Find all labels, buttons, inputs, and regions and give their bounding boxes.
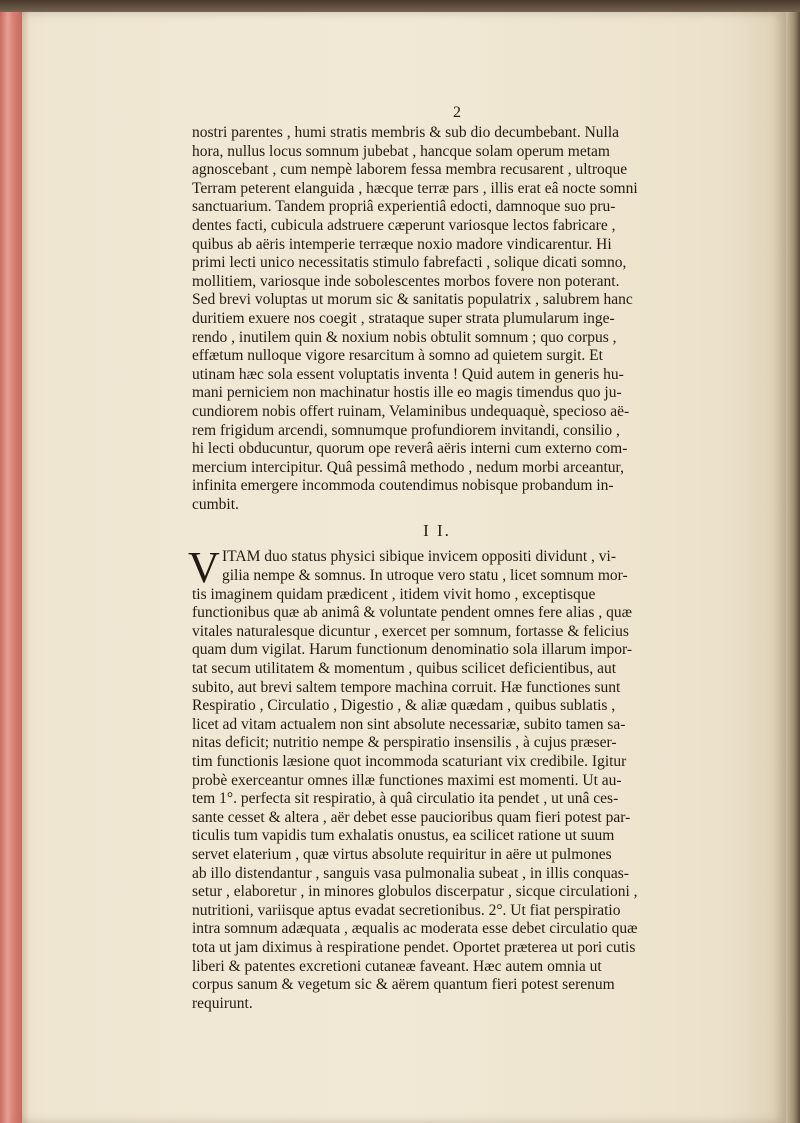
text-line: tat secum utilitatem & momentum , quibus scilicet deficientibus, aut <box>192 660 617 678</box>
text-line: cumbit. <box>192 495 239 513</box>
text-line: licet ad vitam actualem non sint absolute necessariæ, subito tamen sa- <box>192 715 626 733</box>
text-line: functionibus quæ ab animâ & voluntate pendent omnes fere alias , quæ <box>192 604 632 622</box>
text-line: requirunt. <box>192 994 253 1012</box>
text-line: rendo , inutilem quin & noxium nobis obtulit somnum ; quo corpus , <box>192 328 617 346</box>
text-line: sante cesset & altera , aër debet esse paucioribus quam fieri potest par- <box>192 808 631 826</box>
text-line: mollitiem, variosque inde sobolescentes morbos fovere non poterant. <box>192 272 620 290</box>
text-line: gilia nempe & somnus. In utroque vero statu , licet somnum mor- <box>222 567 628 585</box>
text-line: mercium intercipitur. Quâ pessimâ methodo , nedum morbi arceantur, <box>192 458 624 476</box>
text-line: tis imaginem quidam prædicent , itidem vivit homo , exceptisque <box>192 585 596 603</box>
text-line: servet elaterium , quæ virtus absolute requiritur in aëre ut pulmones <box>192 845 612 863</box>
text-line: infinita emergere incommoda coutendimus nobisque probandum in- <box>192 477 614 495</box>
text-line: cundiorem nobis offert ruinam, Velaminibus undequaquè, specioso aë- <box>192 402 630 420</box>
text-line: intra somnum adæquata , æqualis ac moderata esse debet circulatio quæ <box>192 920 638 938</box>
text-line: ITAM duo status physici sibique invicem oppositi dividunt , vi- <box>222 548 616 566</box>
text-line: nostri parentes , humi stratis membris & sub dio decumbebant. Nulla <box>192 124 620 141</box>
book-spine-edge <box>0 12 22 1123</box>
text-line: subito, aut brevi saltem tempore machina corruit. Hæ functiones sunt <box>192 678 621 696</box>
text-line: duritiem exuere nos coegit , strataque super strata plumularum inge- <box>192 309 615 327</box>
text-line: quam dum vigilat. Harum functionum denominatio sola illarum impor- <box>192 641 633 659</box>
text-line: nitas deficit; nutritio nempe & perspiratio insensilis , à cujus præser- <box>192 734 617 752</box>
text-line: vitales naturalesque dicuntur , exercet per somnum, fortasse & felicius <box>192 622 629 640</box>
text-line: rem frigidum arcendi, somnumque profundiorem invitandi, consilio , <box>192 421 620 439</box>
text-line: liberi & patentes excretioni cutaneæ faveant. Hæc autem omnia ut <box>192 957 602 975</box>
book-right-edge <box>786 12 800 1123</box>
text-line: ticulis tum vapidis tum exhalatis onustus, ea scilicet ratione ut suum <box>192 827 615 845</box>
text-line: setur , elaboretur , in minores globulos discerpatur , sicque circulationi , <box>192 883 638 901</box>
text-line: hi lecti obducuntur, quorum ope reverâ aëris interni cum externo com- <box>192 440 628 458</box>
text-line: tim functionis læsione quot incommoda scaturiant vix credibile. Igitur <box>192 753 627 770</box>
text-line: primi lecti unico necessitatis stimulo fabrefacti , solique dicati somno, <box>192 254 627 272</box>
text-line: hora, nullus locus somnum jubebat , hancque solam operum metam <box>192 142 610 160</box>
page-number: 2 <box>453 104 461 121</box>
section-heading: I I. <box>423 521 451 541</box>
text-line: sanctuarium. Tandem propriâ experientiâ edocti, damnoque suo pru- <box>192 198 616 216</box>
text-line: ab illo distendantur , sanguis vasa pulmonalia subeat , in illis conquas- <box>192 864 629 882</box>
text-line: quibus ab aëris intemperie terræque noxio madore vindicarentur. Hi <box>192 235 612 253</box>
text-line: Terram peterent elanguida , hæcque terræ pars , illis erat eâ nocte somni <box>192 179 638 197</box>
text-line: agnoscebant , cum nempè laborem fessa membra recusarent , ultroque <box>192 161 628 179</box>
text-line: tem 1°. perfecta sit respiratio, à quâ circulatio ita pendet , ut unâ ces- <box>192 790 619 808</box>
drop-cap: V <box>188 543 220 593</box>
text-line: Sed brevi voluptas ut morum sic & sanitatis populatrix , salubrem hanc <box>192 291 633 309</box>
text-line: utinam hæc sola essent voluptatis inventa ! Quid autem in generis hu- <box>192 365 624 383</box>
text-line: dentes facti, cubicula adstruere cæperunt variosque lectos fabricare , <box>192 216 616 234</box>
text-line: effætum nulloque vigore resarcitum à somno ad quietem surgit. Et <box>192 347 603 365</box>
paragraph-1 <box>192 124 682 514</box>
page-content <box>188 104 682 1013</box>
text-line: nutritioni, variisque aptus evadat secretionibus. 2°. Ut fiat perspiratio <box>192 901 621 919</box>
text-line: corpus sanum & vegetum sic & aërem quantum fieri potest serenum <box>192 976 615 994</box>
text-line: tota ut jam diximus à respiratione pendet. Oportet præterea ut pori cutis <box>192 938 636 956</box>
text-line: Respiratio , Circulatio , Digestio , & aliæ quædam , quibus sublatis , <box>192 697 616 715</box>
text-line: mani perniciem non machinatur hostis ille eo magis timendus quo ju- <box>192 384 622 402</box>
text-line: probè exerceantur omnes illæ functiones maximi est momenti. Ut au- <box>192 771 622 789</box>
paragraph-2 <box>188 543 682 1013</box>
